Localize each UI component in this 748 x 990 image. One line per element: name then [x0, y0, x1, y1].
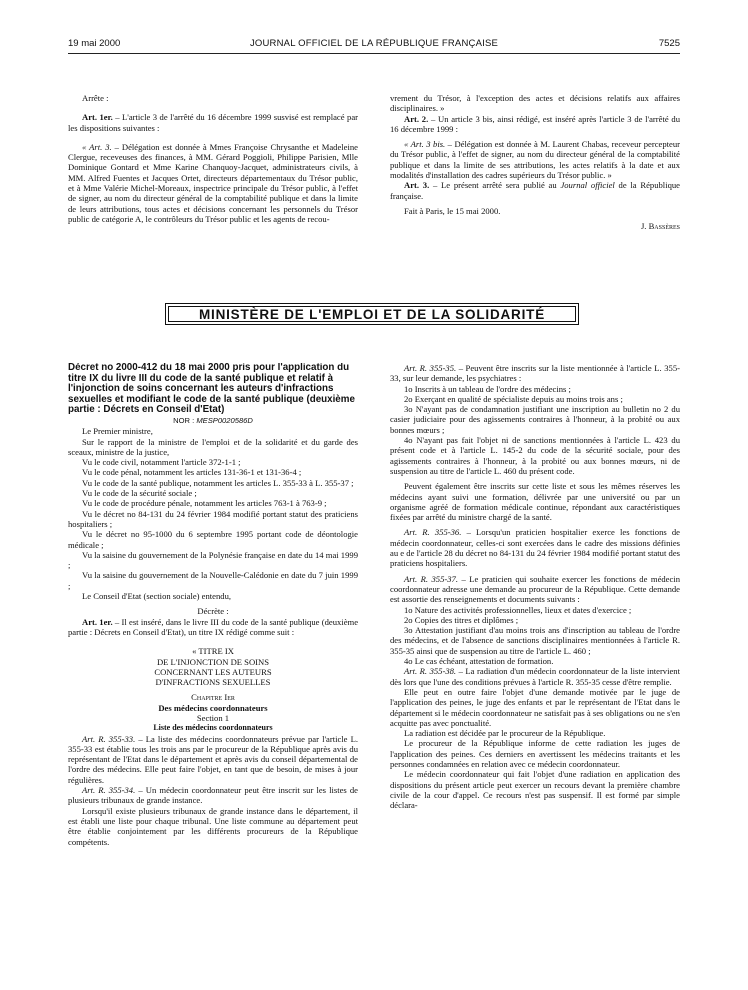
done-at: Fait à Paris, le 15 mai 2000. — [404, 205, 501, 216]
article-r355-35-text: – Peuvent être inscrits sur la liste mentionnée à l'article L. 355-33, sur leur demande, les psychiatres : — [390, 363, 680, 384]
article-r355-36 — [390, 527, 680, 568]
article-r355-35-label: Art. R. 355-35. — [404, 363, 457, 373]
visa-line: Vu le décret no 84-131 du 24 février 1984 modifié portant statut des praticiens hospitaliers ; — [68, 508, 358, 529]
titre-sub-3: D'INFRACTIONS SEXUELLES — [155, 677, 271, 688]
journal-officiel-ref: Journal officiel — [560, 180, 615, 191]
visa-line: Vu le code de la santé publique, notamment les articles L. 355-33 à L. 355-37 ; — [82, 477, 354, 488]
article-3-final — [390, 180, 680, 201]
article-r355-33-text: – La liste des médecins coordonnateurs prévue par l'article L. 355-33 est établie tous les trois ans par le procureur de la République après avis du représentant de l'Etat dans le département et après avis du conseil départemental de l'ordre des médecins. Elle peut faire l'objet, en tant que de besoin, de mises à jour régulières. — [68, 733, 358, 785]
article-3bis-text: – Délégation est donnée à M. Laurent Chabas, receveur percepteur du Trésor public, à l'effet de signer, au nom du directeur général de la comptabilité publique et dans la limite de ses attributions, les actes relatifs à la date et aux modalités d'installation des cadres supérieurs du Trésor public. » — [390, 139, 680, 181]
titre-sub-2: CONCERNANT LES AUTEURS — [154, 666, 272, 677]
section-heading: Section 1 — [196, 712, 230, 723]
visa-line: Vu la saisine du gouvernement de la Polynésie française en date du 14 mai 1999 ; — [68, 549, 358, 571]
decrete-label: Décrète : — [197, 606, 229, 617]
list-item: 2o Exerçant en qualité de spécialiste depuis au moins trois ans ; — [404, 393, 623, 404]
article-r355-38-paragraphs — [390, 687, 680, 811]
section-title: Liste des médecins coordonnateurs — [153, 723, 273, 733]
list-item: 3o Attestation justifiant d'au moins trois ans d'inscription au tableau de l'ordre des médecins, et de l'absence de sanctions disciplinaires mentionnées à l'article R. 355-35 ainsi que de suspension au titre de l'article L. 460 ; — [390, 625, 680, 656]
article-3-quote — [68, 142, 358, 224]
chapitre-title: Des médecins coordonnateurs — [158, 702, 268, 713]
list-item: 1o Nature des activités professionnelles, lieux et dates d'exercice ; — [404, 604, 632, 615]
visa-lines — [68, 426, 358, 601]
article-r355-38-label: Art. R. 355-38. — [404, 666, 457, 677]
article-3-text: – Délégation est donnée à Mmes Françoise Chrysanthe et Madeleine Clergue, receveuses des finances, à MM. Gérard Poggioli, Philippe Parisien, Mlle Dominique Gontard et Mme Karine Chanquoy-Jacquet, administrateurs civils, à MM. Alfred Fuentes et Jacques Ortet, directeurs départementaux du Trésor public, et à Mme Valérie Michel-Moreaux, inspectrice principale du Trésor public, à l'effet de signer, au nom du directeur général de la comptabilité publique et dans la limite de leurs attributions, tous actes et décisions concernant les personnels du Trésor public de catégorie A, le contrôleurs du Trésor public et les agents de recou- — [68, 141, 358, 224]
paragraph: Le médecin coordonnateur qui fait l'objet d'une radiation en application des dispositions du présent article peut exercer un recours devant la première chambre civile de la cour d'appel. Ce recours n'est pas suspensif. Il est formé par simple déclara- — [390, 769, 680, 811]
nor-code: MESP0020586D — [196, 415, 253, 425]
page-number: 7525 — [658, 38, 680, 49]
chapitre-heading: Chapitre Ier — [191, 692, 235, 703]
article-r355-34-text: – Un médecin coordonnateur peut être inscrit sur les listes de plusieurs tribunaux de grande instance. — [68, 785, 358, 806]
issue-date: 19 mai 2000 — [68, 38, 121, 49]
article-r355-35 — [390, 363, 680, 384]
list-item: 4o N'ayant pas fait l'objet ni de sanctions mentionnées à l'article L. 423 du présent code et à l'article L. 145-2 du code de la sécurité sociale, pour des agissements contraires à l'honneur, à la probité ou aux bonnes mœurs, ni de suspension au titre de l'article L. 460 du présent code. — [390, 435, 680, 476]
paragraph: La radiation est décidée par le procureur de la République. — [404, 728, 606, 739]
list-item: 1o Inscrits à un tableau de l'ordre des médecins ; — [404, 383, 571, 394]
article-r355-33-label: Art. R. 355-33. — [82, 733, 136, 744]
decree-article-1-text: – Il est inséré, dans le livre III du code de la santé publique (deuxième partie : Décrets en Conseil d'Etat), un titre IX rédigé comme suit : — [68, 616, 358, 637]
article-r355-36-label: Art. R. 355-36. — [404, 527, 462, 538]
decree-title: Décret no 2000-412 du 18 mai 2000 pris pour l'application du titre IX du livre III du code de la santé publique et relatif à l'injonction de soins concernant les auteurs d'infractions sexuelles et modifiant le code de la santé publique (deuxième partie : Décrets en Conseil d'Etat) — [68, 363, 355, 416]
article-r355-37-label: Art. R. 355-37. — [404, 573, 459, 584]
article-r355-34-paragraph-2: Lorsqu'il existe plusieurs tribunaux de grande instance dans le département, il est établi une liste pour chaque tribunal. Une liste commune au département peut être établie conjointement par les différents procureurs de la République compétents. — [68, 805, 358, 847]
article-r355-33 — [68, 734, 358, 785]
nor-label: NOR : — [173, 415, 197, 425]
decree-article-1-label: Art. 1er. — [82, 616, 113, 627]
nor-reference — [68, 416, 358, 426]
article-3-final-text-b: de la République française. — [390, 180, 680, 201]
article-r355-37 — [390, 574, 680, 605]
paragraph: Elle peut en outre faire l'objet d'une demande motivée par le juge de l'application des peines, le juge des enfants et par le représentant de l'Etat dans le département si le médecin coordonnateur ne satisfait pas à ses obligations ou ne s'en acquitte pas avec ponctualité. — [390, 686, 680, 728]
list-item: 4o Le cas échéant, attestation de formation. — [404, 656, 554, 667]
article-2-label: Art. 2. — [404, 113, 429, 124]
visa-line: Le Premier ministre, — [82, 426, 153, 437]
paragraph: Le procureur de la République informe de cette radiation les juges de l'application des peines. Ces derniers en avertissent les médecins traitants et les personnes condamnées en relation avec ce médecin coordonnateur. — [390, 738, 680, 769]
titre-heading: « TITRE IX — [192, 646, 234, 657]
page-header — [68, 38, 680, 52]
article-r355-34 — [68, 785, 358, 806]
article-r355-36-text: – Lorsqu'un praticien hospitalier exerce les fonctions de médecin coordonnateur, celles-ci sont exercées dans le cadre des missions définies au e de l'article 28 du décret no 84-131 du 24 février 1984 modifié portant statut des praticiens hospitaliers. — [390, 527, 680, 569]
continuation-text: vrement du Trésor, à l'exception des actes et décisions relatifs aux affaires disciplinaires. » — [390, 93, 680, 114]
list-item: 2o Copies des titres et diplômes ; — [404, 614, 519, 625]
top-right-column — [390, 93, 680, 253]
signature: J. Bassères — [640, 221, 680, 232]
article-r355-37-text: – Le praticien qui souhaite exercer les fonctions de médecin coordonnateur adresse une demande au procureur de la République. Cette demande est assortie des renseignements et documents suivants : — [390, 573, 680, 605]
article-3bis-label: « Art. 3 bis. — [404, 139, 446, 150]
article-r355-35-paragraph-2: Peuvent également être inscrits sur cette liste et sous les mêmes réserves les médecins ayant suivi une formation, délivrée par une université ou par un organisme agréé de formation médicale continue, répondant aux caractéristiques fixées par arrêté du ministre chargé de la santé. — [390, 481, 680, 523]
journal-title: JOURNAL OFFICIEL DE LA RÉPUBLIQUE FRANÇAISE — [249, 38, 499, 49]
ministry-title: MINISTÈRE DE L'EMPLOI ET DE LA SOLIDARITÉ — [198, 306, 546, 322]
arrete-label: Arrête : — [82, 93, 109, 103]
article-r355-34-label: Art. R. 355-34. — [82, 785, 136, 796]
article-r355-37-items — [390, 605, 680, 667]
article-3-final-text-a: – Le présent arrêté sera publié au — [429, 180, 561, 191]
bottom-right-column — [390, 363, 680, 966]
article-1 — [68, 112, 358, 133]
article-2 — [390, 114, 680, 135]
visa-line: Vu la saisine du gouvernement de la Nouvelle-Calédonie en date du 7 juin 1999 ; — [68, 570, 358, 591]
article-3bis — [390, 139, 680, 180]
visa-line: Sur le rapport de la ministre de l'emploi et de la solidarité et du garde des sceaux, ministre de la justice, — [68, 436, 358, 457]
visa-line: Vu le code pénal, notamment les articles 131-36-1 et 131-36-4 ; — [82, 467, 302, 478]
article-r355-38-text: – La radiation d'un médecin coordonnateur de la liste intervient dès lors que l'une des conditions prévues à l'article R. 355-35 cesse d'être remplie. — [390, 666, 680, 687]
article-2-text: – Un article 3 bis, ainsi rédigé, est inséré après l'article 3 de l'arrêté du 16 décembre 1999 : — [390, 113, 680, 134]
visa-line: Vu le code civil, notamment l'article 372-1-1 ; — [82, 457, 241, 468]
visa-line: Le Conseil d'Etat (section sociale) entendu, — [82, 591, 232, 602]
decree-article-1 — [68, 617, 358, 638]
article-3-label: « Art. 3. — [82, 141, 112, 152]
article-3-final-label: Art. 3. — [404, 180, 430, 191]
titre-sub-1: DE L'INJONCTION DE SOINS — [156, 656, 270, 667]
visa-line: Vu le code de procédure pénale, notamment les articles 763-1 à 763-9 ; — [82, 498, 327, 509]
article-r355-38 — [390, 666, 680, 687]
top-left-column — [68, 93, 358, 265]
visa-line: Vu le code de la sécurité sociale ; — [82, 488, 197, 499]
visa-line: Vu le décret no 95-1000 du 6 septembre 1995 portant code de déontologie médicale ; — [68, 529, 358, 550]
bottom-left-column — [68, 363, 358, 966]
list-item: 3o N'ayant pas de condamnation justifiant une inscription au bulletin no 2 du casier judiciaire pour des agissements contraires à l'honneur, à la probité ou aux bonnes mœurs ; — [390, 404, 680, 435]
article-1-label: Art. 1er. — [82, 112, 113, 123]
ministry-banner — [165, 303, 579, 325]
article-r355-35-items — [390, 384, 680, 477]
article-1-text: – L'article 3 de l'arrêté du 16 décembre 1999 susvisé est remplacé par les dispositions suivantes : — [68, 112, 358, 133]
header-rule — [68, 53, 680, 54]
